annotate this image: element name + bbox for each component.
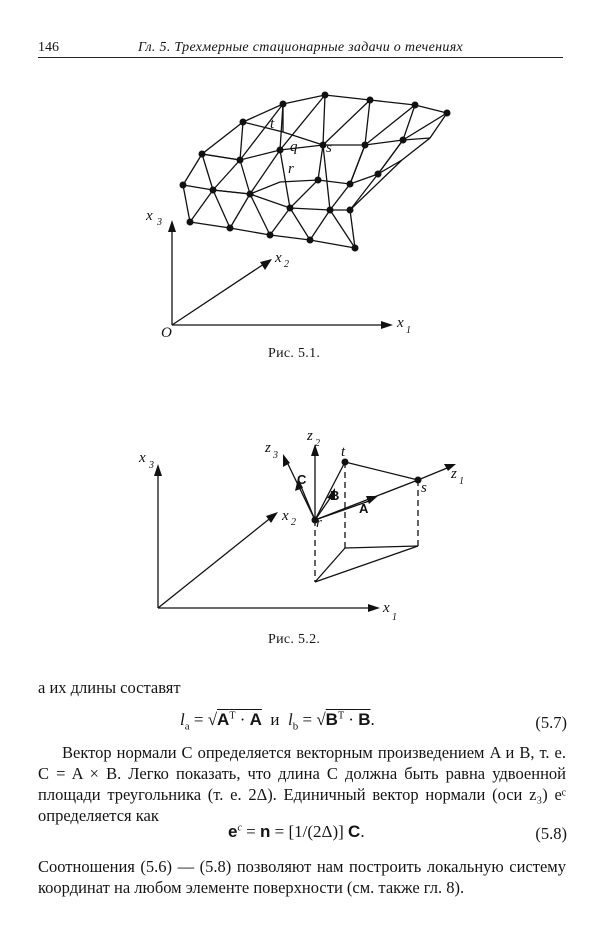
fig2-x2-sub: 2 xyxy=(291,517,296,528)
fig1-q-label: q xyxy=(290,139,298,155)
fig2-x2-label: x xyxy=(282,508,289,524)
fig2-z1-sub: 1 xyxy=(459,476,464,487)
fig1-x3-sub: 3 xyxy=(157,217,162,228)
figure-5-2-caption: Рис. 5.2. xyxy=(268,632,321,647)
element-triangle xyxy=(286,450,452,582)
fig2-x3-sub: 3 xyxy=(149,460,154,471)
fig2-s-label: s xyxy=(421,480,427,496)
axes-fig2 xyxy=(154,464,380,612)
fig1-x1-label: x xyxy=(397,315,404,331)
vector-a-label: A xyxy=(359,501,369,516)
fig1-x3-label: x xyxy=(146,208,153,224)
equation-5-8: $e^c = n = [1/(2\Delta)]$ C. xyxy=(228,822,365,841)
page-number: 146 xyxy=(38,40,59,55)
vector-c-label: C xyxy=(297,472,307,487)
fig1-t-label: t xyxy=(270,116,275,132)
fig1-origin-label: O xyxy=(161,325,172,341)
fig2-t-label: t xyxy=(341,444,346,460)
equation-5-8-number: (5.8) xyxy=(535,824,567,843)
running-title: Гл. 5. Трехмерные стационарные задачи о течениях xyxy=(138,40,464,55)
fig2-z1-label: z xyxy=(451,466,457,482)
fig2-z3-sub: 3 xyxy=(273,450,278,461)
fig1-x1-sub: 1 xyxy=(406,325,411,336)
intro-text: а их длины составят xyxy=(38,678,181,697)
equation-5-7-number: (5.7) xyxy=(535,713,567,732)
fig1-s-label: s xyxy=(326,140,332,156)
fig2-r-label: r xyxy=(316,515,322,531)
figure-5-1-caption: Рис. 5.1. xyxy=(268,346,321,361)
fig2-x3-label: x xyxy=(139,450,146,466)
fig2-z2-sub: 2 xyxy=(315,438,320,449)
fig2-z2-label: z xyxy=(307,428,313,444)
fig1-x2-sub: 2 xyxy=(284,259,289,270)
fig2-x1-label: x xyxy=(383,600,390,616)
ratio-paragraph: Соотношения (5.6) — (5.8) позволяют нам построить локальную систему координат на любом элементе поверхности (см. также гл. 8). xyxy=(38,857,566,897)
fig2-z3-label: z xyxy=(265,440,271,456)
normal-vector-paragraph: Вектор нормали C определяется векторным произведением A и B, т. е. C = A × B. Легко показать, что длина C должна быть равна удвоенной площади треугольника (т. е. 2Δ). Единичный вектор нормали (оси z₃) eᶜ определяется как xyxy=(38,743,566,825)
equation-5-7: $l_a = √A^T \cdot A$ и $l_b = √B^T \cdot B$. xyxy=(180,710,375,733)
vector-b-label: B xyxy=(330,488,340,503)
fig1-r-label: r xyxy=(288,161,294,177)
vector-arrowheads xyxy=(283,444,456,524)
fig2-x1-sub: 1 xyxy=(392,612,397,623)
fig1-x2-label: x xyxy=(275,250,282,266)
